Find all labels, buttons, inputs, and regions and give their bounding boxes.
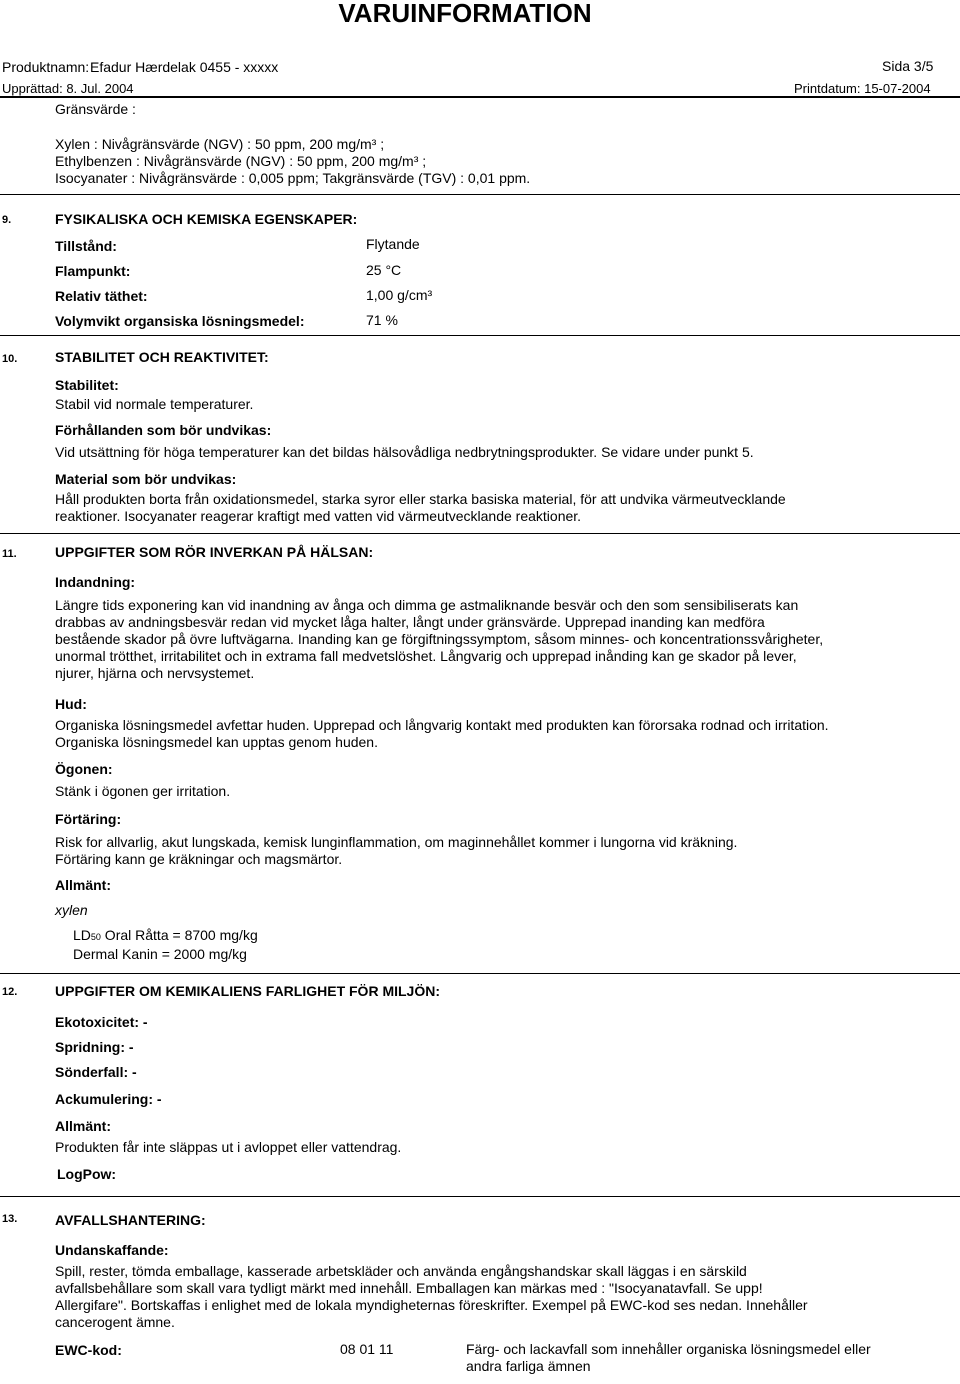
dermal-value: Dermal Kanin = 2000 mg/kg (73, 946, 247, 962)
limits-heading: Gränsvärde : (55, 101, 136, 117)
section-title: AVFALLSHANTERING: (55, 1212, 206, 1228)
property-label: Relativ täthet: (55, 288, 148, 304)
section-divider (0, 533, 960, 534)
spreading: Spridning: - (55, 1039, 134, 1055)
section-title: UPPGIFTER OM KEMIKALIENS FARLIGHET FÖR MILJÖN: (55, 983, 440, 999)
property-label: Flampunkt: (55, 263, 131, 279)
disposal-text: Spill, rester, tömda emballage, kasserade arbetskläder och använda engångshandskar skall läggas i en särskild avfallsbehållare som skall vara tydligt märkt med innehåll. Emballagen kan märkas med : "Isocyanatavfall. Se upp! Allergifare". Bortskaffas i enlighet med de lokala myndigheternas föreskrifter. Exempel på EWC-kod ses nedan. Innehåller cancerogent ämne. (55, 1263, 808, 1330)
page-number: Sida 3/5 (882, 58, 934, 74)
property-label: Tillstånd: (55, 238, 117, 254)
property-value: Flytande (366, 236, 420, 252)
general-label: Allmänt: (55, 1118, 111, 1134)
general-label: Allmänt: (55, 877, 111, 893)
eyes-label: Ögonen: (55, 761, 113, 777)
limit-line: Isocyanater : Nivågränsvärde : 0,005 ppm; Takgränsvärde (TGV) : 0,01 ppm. (55, 170, 531, 186)
accumulation: Ackumulering: - (55, 1091, 162, 1107)
inhalation-label: Indandning: (55, 574, 136, 590)
skin-label: Hud: (55, 696, 87, 712)
property-value: 25 °C (366, 262, 402, 278)
ewc-label: EWC-kod: (55, 1342, 122, 1358)
general-text: Produkten får inte släppas ut i avloppet eller vattendrag. (55, 1139, 402, 1155)
ingestion-text: Risk for allvarlig, akut lungskada, kemisk lunginflammation, om maginnehållet kommer i lungorna vid kräkning. Förtäring kann ge kräkningar och magsmärtor. (55, 834, 738, 867)
logpow-label: LogPow: (57, 1166, 117, 1182)
section-number: 9. (2, 214, 12, 226)
section-divider (0, 1196, 960, 1197)
limit-line: Xylen : Nivågränsvärde (NGV) : 50 ppm, 200 mg/m³ ; (55, 136, 385, 152)
inhalation-text: Längre tids exponering kan vid inandning av ånga och dimma ge astmaliknande besvär och den som sensibiliserats kan drabbas av andningsbesvär redan vid mycket låga halter, långt under gränsvärde. Upprepad inanding kan medföra bestående skador på övre luftvägarna. Inanding kan ge förgiftningssymptom, såsom minnes- och koncentrationssvårigheter, unormal trötthet, irritabilitet och in extrama fall medvetslöshet. Långvarig och upprepad inånding kan ge skador på lever, njurer, hjärna och nervsystemet. (55, 597, 824, 681)
section-number: 11. (2, 548, 17, 560)
eyes-text: Stänk i ögonen ger irritation. (55, 783, 231, 799)
conditions-label: Förhållanden som bör undvikas: (55, 422, 272, 438)
document-title: VARUINFORMATION (338, 0, 592, 28)
section-divider (0, 335, 960, 336)
stability-text: Stabil vid normale temperaturer. (55, 396, 254, 412)
section-divider (0, 973, 960, 974)
header-divider (0, 96, 960, 98)
limit-line: Ethylbenzen : Nivågränsvärde (NGV) : 50 ppm, 200 mg/m³ ; (55, 153, 427, 169)
stability-label: Stabilitet: (55, 377, 119, 393)
section-number: 10. (2, 353, 18, 365)
product-name: Efadur Hærdelak 0455 - xxxxx (90, 59, 279, 75)
section-number: 12. (2, 986, 18, 998)
conditions-text: Vid utsättning för höga temperaturer kan det bildas hälsovådliga nedbrytningsprodukter. Se vidare under punkt 5. (55, 444, 754, 460)
ecotoxicity: Ekotoxicitet: - (55, 1014, 148, 1030)
ewc-code: 08 01 11 (340, 1341, 394, 1357)
property-value: 1,00 g/cm³ (366, 287, 433, 303)
section-number: 13. (2, 1213, 18, 1225)
substance-name: xylen (55, 902, 88, 918)
section-title: FYSIKALISKA OCH KEMISKA EGENSKAPER: (55, 211, 358, 227)
materials-label: Material som bör undvikas: (55, 471, 237, 487)
skin-text: Organiska lösningsmedel avfettar huden. Upprepad och långvarig kontakt med produkten kan förorsaka rodnad och irritation. Organiska lösningsmedel kan upptas genom huden. (55, 717, 829, 750)
ewc-description: Färg- och lackavfall som innehåller organiska lösningsmedel eller andra farliga ämnen (466, 1341, 871, 1374)
section-divider (0, 194, 960, 195)
section-title: STABILITET OCH REAKTIVITET: (55, 349, 269, 365)
section-title: UPPGIFTER SOM RÖR INVERKAN PÅ HÄLSAN: (55, 544, 374, 560)
property-label: Volymvikt organsiska lösningsmedel: (55, 313, 305, 329)
property-value: 71 % (366, 312, 398, 328)
print-date: Printdatum: 15-07-2004 (794, 81, 931, 96)
materials-text: Håll produkten borta från oxidationsmedel, starka syror eller starka basiska material, för att undvika värmeutvecklande reaktioner. Isocyanater reagerar kraftigt med vatten vid värmeutvecklande reaktioner. (55, 491, 786, 524)
created-date: Upprättad: 8. Jul. 2004 (2, 81, 134, 96)
product-label: Produktnamn: (2, 59, 90, 75)
degradation: Sönderfall: - (55, 1064, 137, 1080)
ingestion-label: Förtäring: (55, 811, 122, 827)
disposal-label: Undanskaffande: (55, 1242, 169, 1258)
ld50-oral: LD50 Oral Råtta = 8700 mg/kg (73, 927, 258, 943)
